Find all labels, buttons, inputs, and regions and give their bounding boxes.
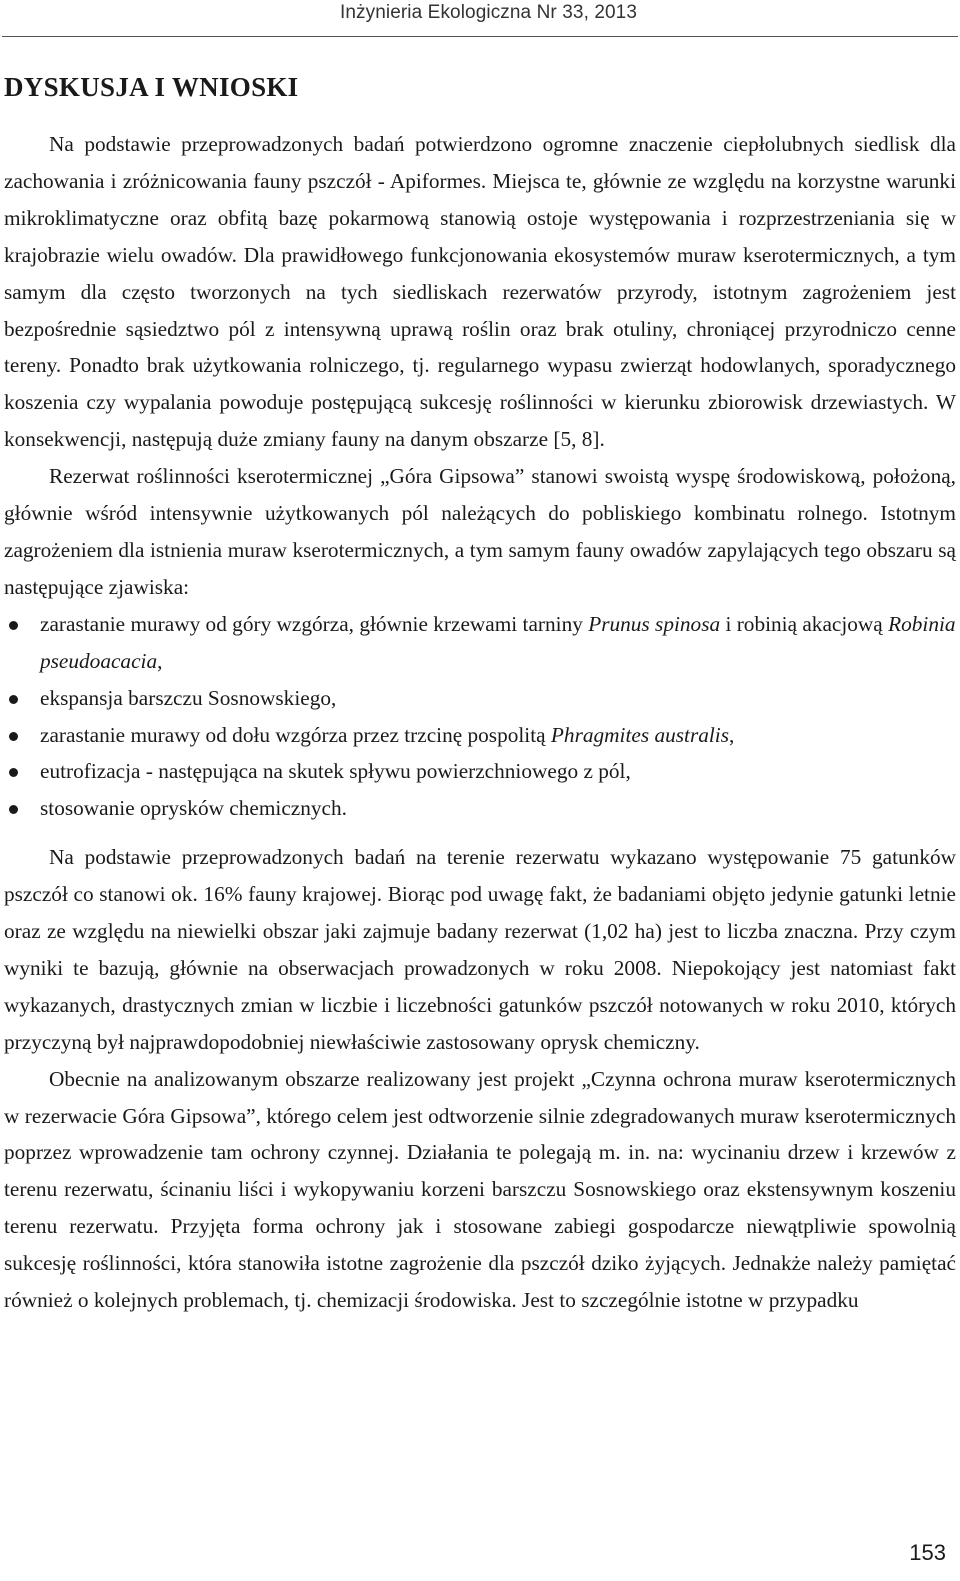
list-item-text: ekspansja barszczu Sosnowskiego,	[40, 685, 337, 710]
running-head: Inżynieria Ekologiczna Nr 33, 2013	[339, 2, 637, 23]
list-item-text: stosowanie oprysków chemicznych.	[40, 796, 347, 821]
threats-list	[4, 606, 956, 827]
list-item	[4, 717, 956, 754]
list-item-text: zarastanie murawy od dołu wzgórza przez trzcinę pospolitą	[40, 722, 551, 747]
species-name: Phragmites australis	[550, 722, 730, 747]
list-item	[4, 753, 956, 790]
page-number: 153	[909, 1540, 946, 1565]
section-heading: DYSKUSJA I WNIOSKI	[4, 72, 299, 102]
paragraph-reserve: Rezerwat roślinności kserotermicznej „Góra Gipsowa” stanowi swoistą wyspę środowiskową, położoną, głównie wśród intensywnie użytkowanych pól należących do pobliskiego kombinatu rolnego. Istotnym zagrożeniem dla istnienia muraw kserotermicznych, a tym samym fauny owadów zapylających tego obszaru są następujące zjawiska:	[4, 464, 956, 599]
paragraph-results: Na podstawie przeprowadzonych badań na terenie rezerwatu wykazano występowanie 75 gatunków pszczół co stanowi ok. 16% fauny krajowej. Biorąc pod uwagę fakt, że badaniami objęto jedynie gatunki letnie oraz ze względu na niewielki obszar jaki zajmuje badany rezerwat (1,02 ha) jest to liczba znaczna. Przy czym wyniki te bazują, głównie na obserwacjach prowadzonych w roku 2008. Niepokojący jest natomiast fakt wykazanych, drastycznych zmian w liczbie i liczebności gatunków pszczół notowanych w roku 2010, których przyczyną był najprawdopodobniej niewłaściwie zastosowany oprysk chemiczny.	[4, 845, 956, 1054]
paragraph-intro: Na podstawie przeprowadzonych badań potwierdzono ogromne znaczenie ciepłolubnych siedlisk dla zachowania i zróżnicowania fauny pszczół - Apiformes. Miejsca te, głównie ze względu na korzystne warunki mikroklimatyczne oraz obfitą bazę pokarmową stanowią ostoje występowania i rozprzestrzeniania się w krajobrazie wielu owadów. Dla prawidłowego funkcjonowania ekosystemów muraw kserotermicznych, a tym samym dla często tworzonych na tych siedliskach rezerwatów przyrody, istotnym zagrożeniem jest bezpośrednie sąsiedztwo pól z intensywną uprawą roślin oraz brak otuliny, chroniącej przyrodniczo cenne tereny. Ponadto brak użytkowania rolniczego, tj. regularnego wypasu zwierząt hodowlanych, sporadycznego koszenia czy wypalania powoduje postępującą sukcesję roślinności w kierunku zbiorowisk drzewiastych. W konsekwencji, następują duże zmiany fauny na danym obszarze [5, 8].	[4, 132, 956, 452]
list-item-connector: i robinią akacjową	[720, 611, 889, 636]
list-item-text: zarastanie murawy od góry wzgórza, głównie krzewami tarniny	[40, 611, 589, 636]
list-item	[4, 606, 956, 680]
list-item	[4, 680, 956, 717]
header-rule	[2, 36, 958, 37]
species-name: Robinia pseudoacacia	[40, 611, 956, 673]
paragraph-project: Obecnie na analizowanym obszarze realizowany jest projekt „Czynna ochrona muraw kserotermicznych w rezerwacie Góra Gipsowa”, którego celem jest odtworzenie silnie zdegradowanych muraw kserotermicznych poprzez wprowadzenie tam ochrony czynnej. Działania te polegają m. in. na: wycinaniu drzew i krzewów z terenu rezerwatu, ścinaniu liści i wykopywaniu korzeni barszczu Sosnowskiego oraz ekstensywnym koszeniu terenu rezerwatu. Przyjęta forma ochrony jak i stosowane zabiegi gospodarcze niewątpliwie spowolnią sukcesję roślinności, która stanowiła istotne zagrożenie dla pszczół dziko żyjących. Jednakże należy pamiętać również o kolejnych problemach, tj. chemizacji środowiska. Jest to szczególnie istotne w przypadku	[4, 1066, 956, 1313]
list-item-text: eutrofizacja - następująca na skutek spływu powierzchniowego z pól,	[40, 759, 631, 784]
article-body	[4, 126, 956, 1319]
list-item	[4, 790, 956, 827]
list-item-end: ,	[157, 648, 163, 673]
list-item-end: ,	[729, 722, 735, 747]
species-name: Prunus spinosa	[588, 611, 721, 636]
